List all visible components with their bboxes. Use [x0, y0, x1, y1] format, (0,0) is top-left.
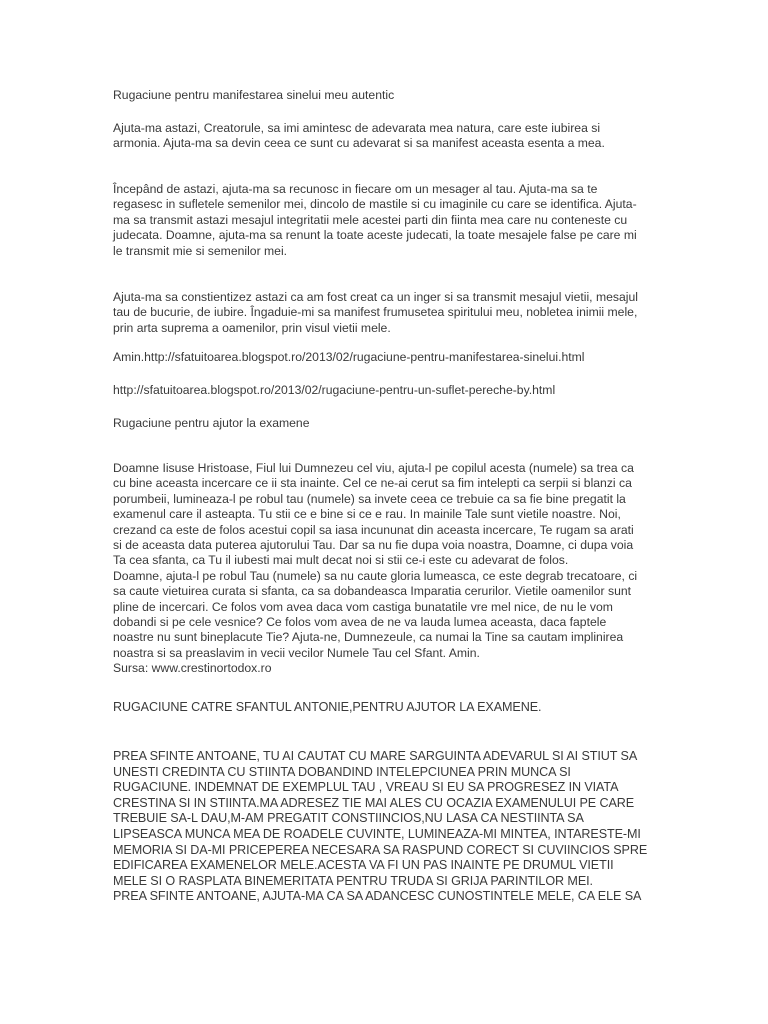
prayer-title-authentic-self: Rugaciune pentru manifestarea sinelui meu autentic [113, 88, 395, 102]
source-link-manifestare: Amin.http://sfatuitoarea.blogspot.ro/2013/02/rugaciune-pentru-manifestarea-sinelui.html [113, 350, 585, 364]
prayer-title-exams: Rugaciune pentru ajutor la examene [113, 416, 310, 430]
paragraph-exam-prayer: Doamne Iisuse Hristoase, Fiul lui Dumnezeu cel viu, ajuta-l pe copilul acesta (numele) sa trea ca cu bine aceasta incercare ce ii sta inainte. Cel ce ne-ai cerut sa fim intelepti ca serpii si blanzi ca porumbeii, lumineaza-l pe robul tau (numele) sa invete ceea ce trebuie ca sa fie bine pregatit la examenul care il asteapta. Tu stii ce e bine si ce e rau. In mainile Tale sunt vietile noastre. Noi, crezand ca este de folos acestui copil sa iasa incununat din aceasta incercare, Te rugam sa arati si de aceasta data puterea ajutorului Tau. Dar sa nu fie dupa voia noastra, Doamne, ci dupa voia Ta cea sfanta, ca Tu il iubesti mai mult decat noi si stii ce-i este cu adevarat de folos. Doamne, ajuta-l pe robul Tau (numele) sa nu caute gloria lumeasca, ce este degrab trecatoare, ci sa caute vietuirea curata si sfanta, ca sa dobandeasca Imparatia cerurilor. Vietile oamenilor sunt pline de incercari. Ce folos vom avea daca vom castiga bunatatile vre mel nice, de nu le vom dobandi si pe cele vesnice? Ce folos vom avea de ne va lauda lumea aceasta, daca faptele noastre nu sunt bineplacute Tie? Ajuta-ne, Dumnezeule, ca numai la Tine sa cautam implinirea noastra si sa preaslavim in vecii vecilor Numele Tau cel Sfant. Amin. Sursa: www.crestinortodox.ro [113, 461, 638, 676]
paragraph-angel: Ajuta-ma sa constientizez astazi ca am fost creat ca un inger si sa transmit mesajul vietii, mesajul tau de bucurie, de iubire. Îngaduie-mi sa manifest frumusetea spiritului meu, nobletea inimii mele, prin arta suprema a oamenilor, prin visul vietii mele. [113, 290, 638, 335]
source-link-suflet-pereche: http://sfatuitoarea.blogspot.ro/2013/02/rugaciune-pentru-un-suflet-pereche-by.html [113, 383, 556, 397]
prayer-title-saint-anthony: RUGACIUNE CATRE SFANTUL ANTONIE,PENTRU AJUTOR LA EXAMENE. [113, 700, 542, 714]
paragraph-messenger: Începând de astazi, ajuta-ma sa recunosc in fiecare om un mesager al tau. Ajuta-ma sa te regasesc in sufletele semenilor mei, dincolo de mastile si cu imaginile cu care se identifica. Ajuta- ma sa transmit astazi mesajul integritatii mele acestei parti din fiinta mea care nu conteneste cu judecata. Doamne, ajuta-ma sa renunt la toate aceste judecati, la toate mesajele false pe care mi le transmit mie si semenilor mei. [113, 182, 637, 258]
paragraph-creator: Ajuta-ma astazi, Creatorule, sa imi amintesc de adevarata mea natura, care este iubirea si armonia. Ajuta-ma sa devin ceea ce sunt cu adevarat si sa manifest aceasta esenta a mea. [113, 121, 605, 151]
paragraph-saint-anthony: PREA SFINTE ANTOANE, TU AI CAUTAT CU MARE SARGUINTA ADEVARUL SI AI STIUT SA UNESTI CREDINTA CU STIINTA DOBANDIND INTELEPCIUNEA PRIN MUNCA SI RUGACIUNE. INDEMNAT DE EXEMPLUL TAU , VREAU SI EU SA PROGRESEZ IN VIATA CRESTINA SI IN STIINTA.MA ADRESEZ TIE MAI ALES CU OCAZIA EXAMENULUI PE CARE TREBUIE SA-L DAU,M-AM PREGATIT CONSTIINCIOS,NU LASA CA NESTIINTA SA LIPSEASCA MUNCA MEA DE ROADELE CUVINTE, LUMINEAZA-MI MINTEA, INTARESTE-MI MEMORIA SI DA-MI PRICEPEREA NECESARA SA RASPUND CORECT SI CUVIINCIOS SPRE EDIFICAREA EXAMENELOR MELE.ACESTA VA FI UN PAS INAINTE PE DRUMUL VIETII MELE SI O RASPLATA BINEMERITATA PENTRU TRUDA SI GRIJA PARINTILOR MEI. PREA SFINTE ANTOANE, AJUTA-MA CA SA ADANCESC CUNOSTINTELE MELE, CA ELE SA [113, 749, 648, 904]
